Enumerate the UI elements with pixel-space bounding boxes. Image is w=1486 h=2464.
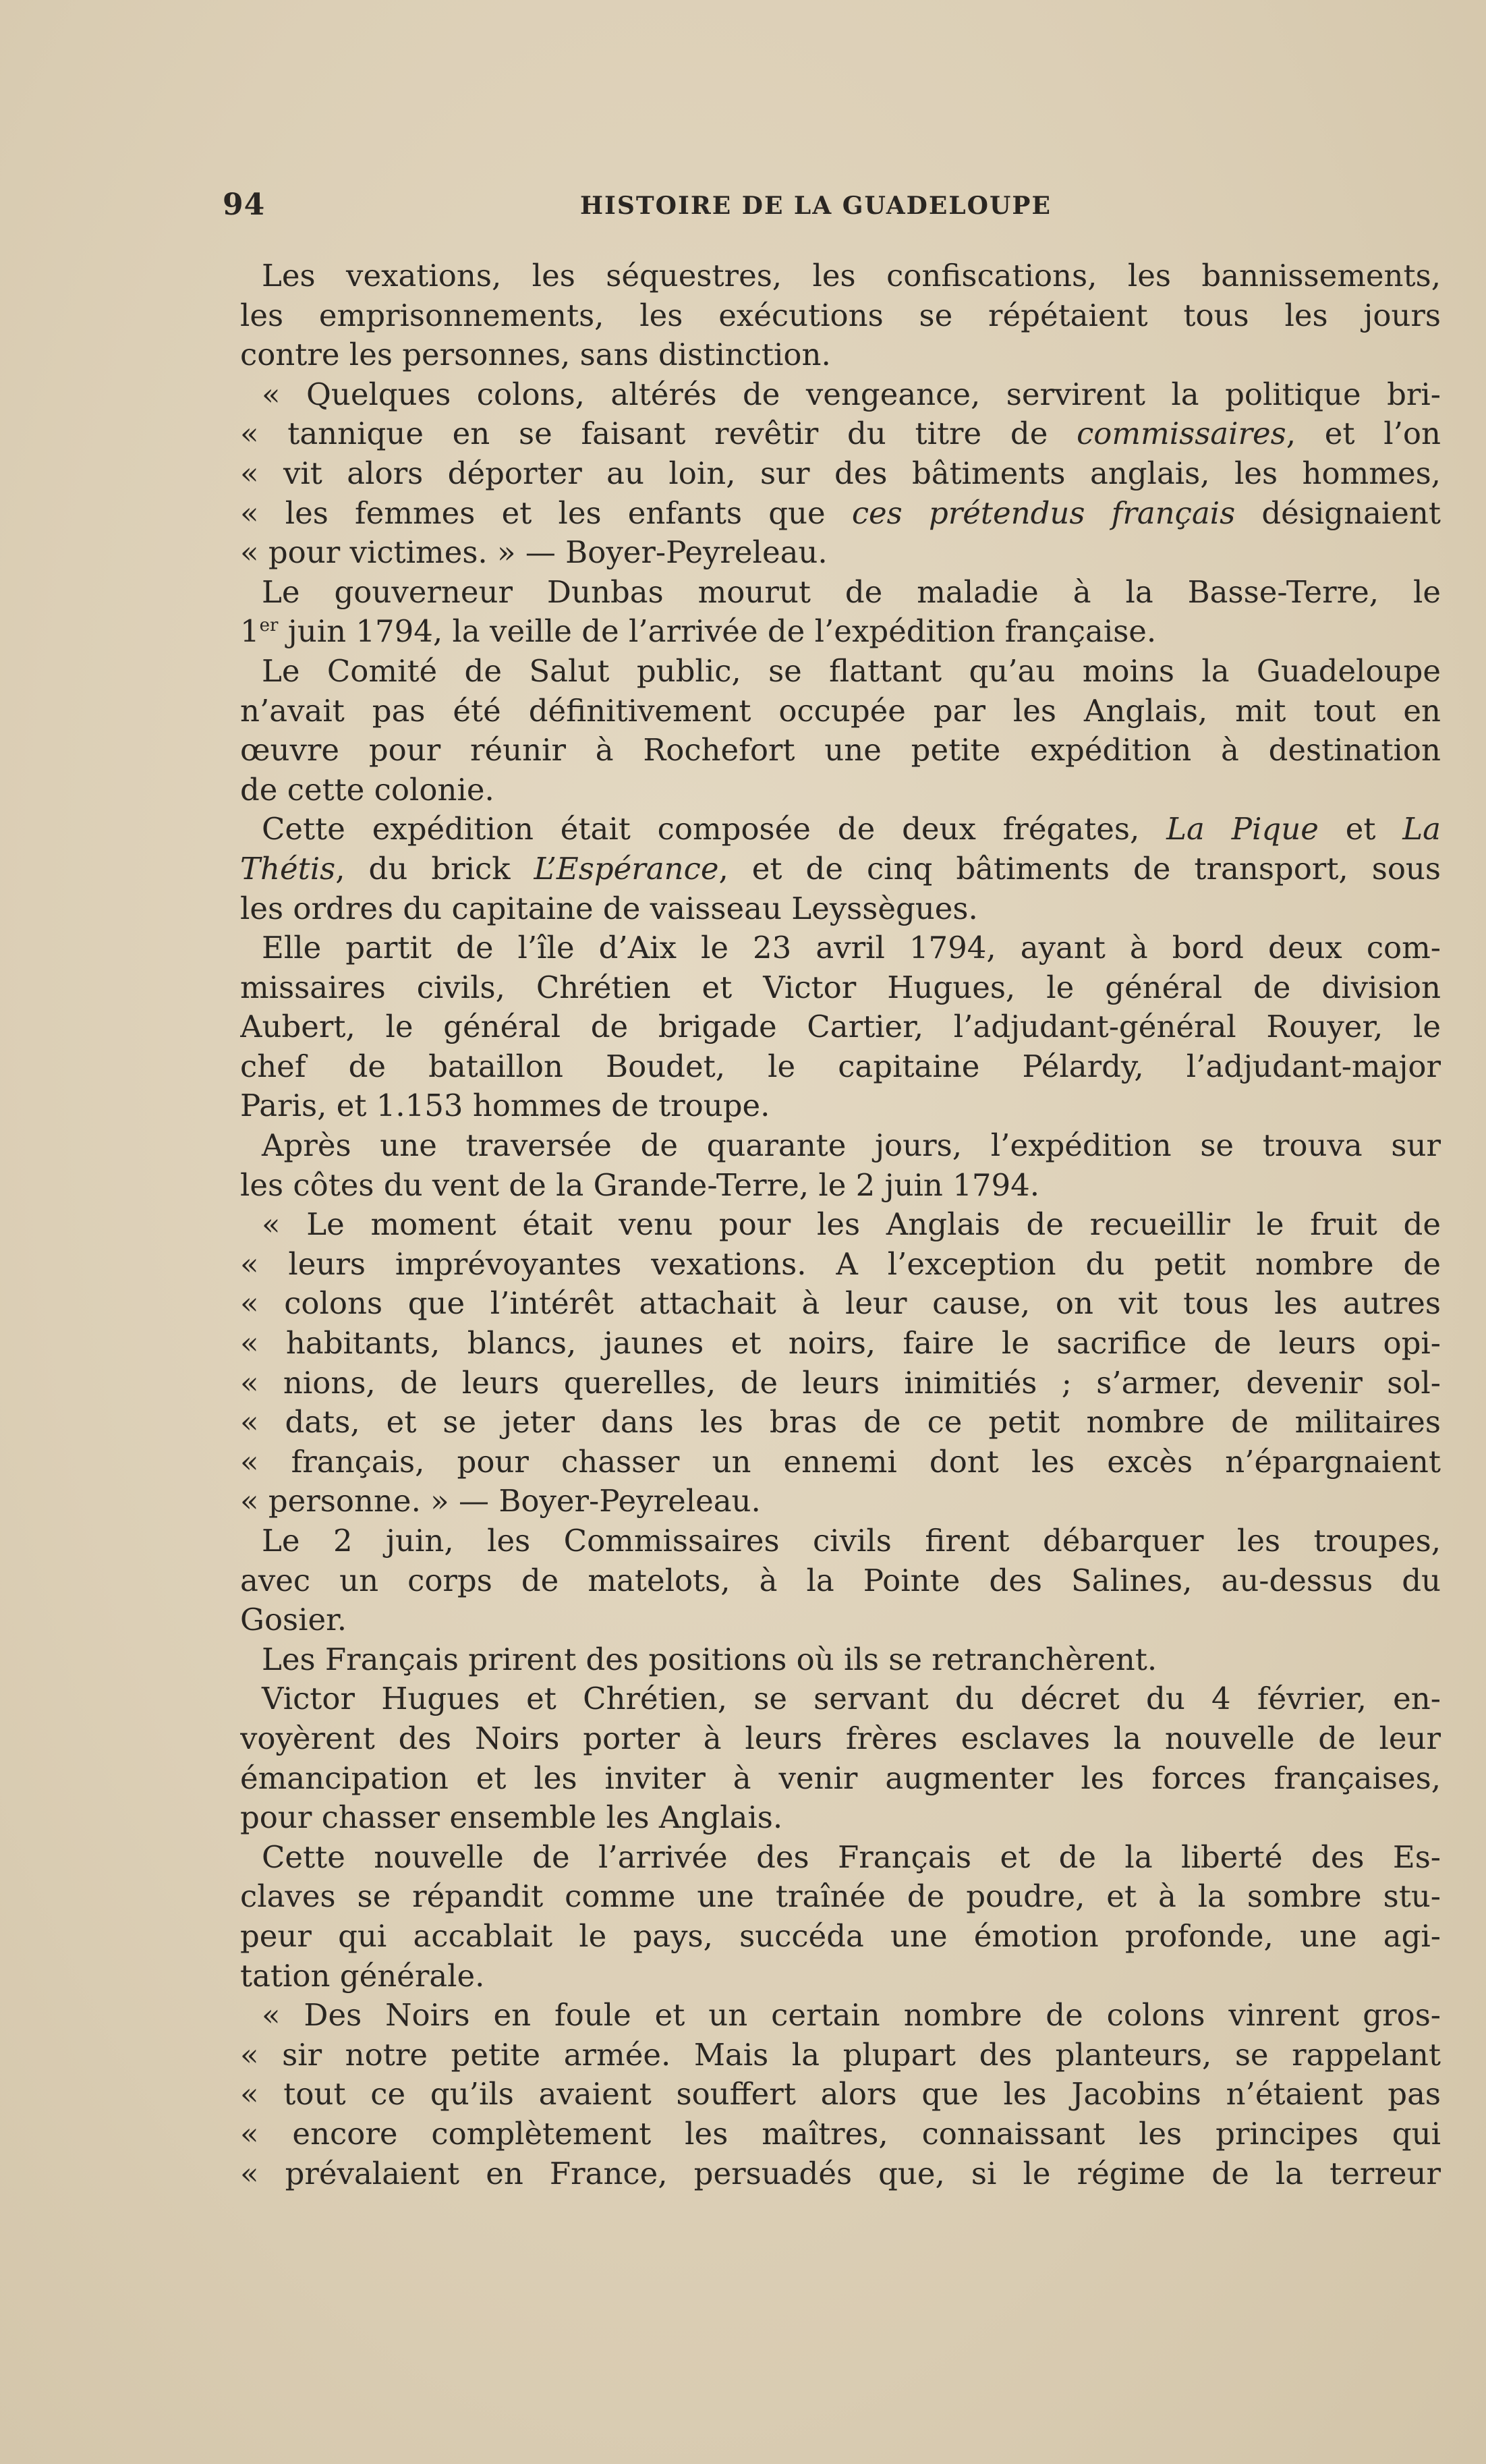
text-line bbox=[240, 810, 1441, 849]
body-text bbox=[240, 256, 1441, 2193]
text-line: « prévalaient en France, persuadés que, si le régime de la terreur bbox=[240, 2155, 1441, 2191]
text-line: « Le moment était venu pour les Anglais de recueillir le fruit de bbox=[262, 1206, 1441, 1243]
text-segment: 1 bbox=[240, 613, 260, 650]
text-line: les ordres du capitaine de vaisseau Leyssègues. bbox=[240, 890, 978, 926]
text-line: « encore complètement les maîtres, connaissant les principes qui bbox=[240, 2115, 1441, 2152]
text-line: de cette colonie. bbox=[240, 771, 494, 808]
text-line: contre les personnes, sans distinction. bbox=[240, 337, 831, 373]
superscript: er bbox=[259, 615, 279, 636]
text-line: pour chasser ensemble les Anglais. bbox=[240, 1799, 783, 1836]
italic-text: Thétis bbox=[240, 850, 336, 887]
text-line: voyèrent des Noirs porter à leurs frères esclaves la nouvelle de leur bbox=[240, 1720, 1441, 1756]
text-line: avec un corps de matelots, à la Pointe des Salines, au-dessus du bbox=[240, 1562, 1441, 1598]
text-line: « colons que l’intérêt attachait à leur cause, on vit tous les autres bbox=[240, 1285, 1441, 1322]
text-line bbox=[240, 849, 1441, 889]
text-line: œuvre pour réunir à Rochefort une petite expédition à destination bbox=[240, 732, 1441, 768]
italic-text: La bbox=[1402, 811, 1441, 847]
text-segment: et bbox=[1318, 811, 1403, 847]
text-segment: « les femmes et les enfants que bbox=[240, 495, 852, 531]
text-segment: « tannique en se faisant revêtir du titre de bbox=[240, 416, 1077, 452]
text-line: « dats, et se jeter dans les bras de ce petit nombre de militaires bbox=[240, 1404, 1441, 1440]
text-line: Paris, et 1.153 hommes de troupe. bbox=[240, 1088, 770, 1124]
text-line: Les vexations, les séquestres, les confiscations, les bannissements, bbox=[262, 258, 1441, 293]
text-line: « sir notre petite armée. Mais la plupart des planteurs, se rappelant bbox=[240, 2036, 1441, 2073]
text-segment: , du brick bbox=[335, 850, 534, 887]
text-line bbox=[240, 612, 1441, 652]
text-line: « leurs imprévoyantes vexations. A l’exception du petit nombre de bbox=[240, 1245, 1441, 1282]
italic-text: L’Espérance bbox=[534, 850, 719, 887]
text-line: Après une traversée de quarante jours, l’expédition se trouva sur bbox=[262, 1127, 1441, 1164]
text-line: Le gouverneur Dunbas mourut de maladie à la Basse-Terre, le bbox=[262, 573, 1441, 610]
text-segment: Cette expédition était composée de deux frégates, bbox=[262, 811, 1167, 847]
text-line: n’avait pas été définitivement occupée par les Anglais, mit tout en bbox=[240, 692, 1441, 729]
page-number: 94 bbox=[223, 188, 266, 222]
text-segment: , et l’on bbox=[1286, 416, 1441, 452]
text-line: Le 2 juin, les Commissaires civils firent débarquer les troupes, bbox=[262, 1523, 1441, 1559]
text-line: « pour victimes. » — Boyer-Peyreleau. bbox=[240, 534, 828, 571]
text-line bbox=[240, 494, 1441, 534]
italic-text: La Pique bbox=[1166, 811, 1319, 847]
text-line: Aubert, le général de brigade Cartier, l’adjudant-général Rouyer, le bbox=[240, 1009, 1441, 1045]
text-line: claves se répandit comme une traînée de poudre, et à la sombre stu- bbox=[240, 1878, 1441, 1915]
text-line: les côtes du vent de la Grande-Terre, le 2 juin 1794. bbox=[240, 1167, 1040, 1203]
text-line: « Quelques colons, altérés de vengeance, servirent la politique bri- bbox=[262, 376, 1441, 412]
text-line: « tout ce qu’ils avaient souffert alors que les Jacobins n’étaient pas bbox=[240, 2076, 1441, 2112]
text-line: chef de bataillon Boudet, le capitaine Pélardy, l’adjudant-major bbox=[240, 1048, 1441, 1084]
text-segment: désignaient bbox=[1235, 495, 1441, 531]
text-line: « nions, de leurs querelles, de leurs inimitiés ; s’armer, devenir sol- bbox=[240, 1364, 1441, 1401]
italic-text: commissaires bbox=[1077, 416, 1286, 452]
text-line: Les Français prirent des positions où ils se retranchèrent. bbox=[262, 1641, 1158, 1677]
text-segment: juin 1794, la veille de l’arrivée de l’expédition française. bbox=[278, 613, 1157, 650]
running-head: HISTOIRE DE LA GUADELOUPE bbox=[580, 192, 1052, 220]
text-line: « vit alors déporter au loin, sur des bâtiments anglais, les hommes, bbox=[240, 455, 1441, 491]
text-segment: , et de cinq bâtiments de transport, sous bbox=[718, 850, 1441, 887]
text-line: les emprisonnements, les exécutions se répétaient tous les jours bbox=[240, 297, 1441, 333]
text-line: peur qui accablait le pays, succéda une émotion profonde, une agi- bbox=[240, 1917, 1441, 1954]
text-line: « Des Noirs en foule et un certain nombre de colons vinrent gros- bbox=[262, 1997, 1441, 2034]
text-line: Gosier. bbox=[240, 1602, 347, 1638]
text-line: « personne. » — Boyer-Peyreleau. bbox=[240, 1483, 761, 1519]
text-line bbox=[240, 414, 1441, 454]
text-line: tation générale. bbox=[240, 1957, 485, 1994]
page-header bbox=[223, 188, 1437, 228]
italic-text: ces prétendus français bbox=[851, 495, 1236, 531]
text-line: émancipation et les inviter à venir augmenter les forces françaises, bbox=[240, 1760, 1441, 1796]
text-line: « habitants, blancs, jaunes et noirs, faire le sacrifice de leurs opi- bbox=[240, 1325, 1441, 1362]
text-line: Cette nouvelle de l’arrivée des Français et de la liberté des Es- bbox=[262, 1839, 1441, 1875]
text-line: missaires civils, Chrétien et Victor Hugues, le général de division bbox=[240, 969, 1441, 1005]
text-line: « français, pour chasser un ennemi dont les excès n’épargnaient bbox=[240, 1443, 1441, 1480]
text-line: Elle partit de l’île d’Aix le 23 avril 1794, ayant à bord deux com- bbox=[262, 930, 1441, 966]
text-line: Le Comité de Salut public, se flattant qu’au moins la Guadeloupe bbox=[262, 652, 1441, 689]
text-line: Victor Hugues et Chrétien, se servant du décret du 4 février, en- bbox=[262, 1681, 1441, 1717]
